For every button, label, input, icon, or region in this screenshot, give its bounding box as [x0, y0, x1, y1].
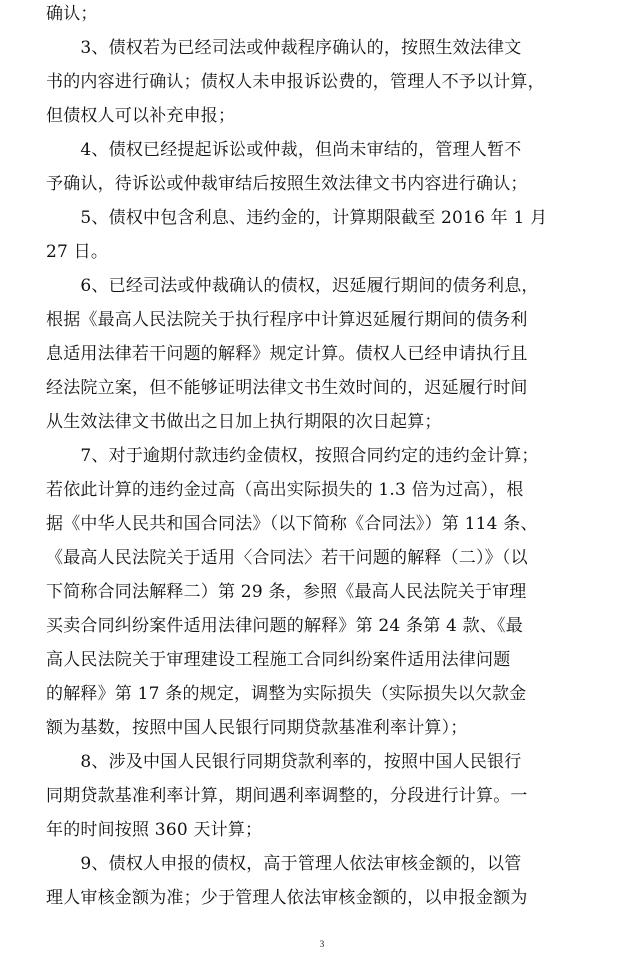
text-line: 据《中华人民共和国合同法》（以下简称《合同法》）第 114 条、 — [46, 514, 538, 534]
text-line: 4、债权已经提起诉讼或仲裁，但尚未审结的，管理人暂不 — [46, 140, 522, 160]
text-line: 的解释》第 17 条的规定，调整为实际损失（实际损失以欠款金 — [46, 684, 527, 704]
page-number: 3 — [319, 939, 325, 949]
text-line: 额为基数，按照中国人民银行同期贷款基准利率计算）； — [46, 718, 468, 738]
text-line: 根据《最高人民法院关于执行程序中计算迟延履行期间的债务利 — [46, 310, 528, 330]
text-line: 6、已经司法或仲裁确认的债权，迟延履行期间的债务利息， — [46, 276, 539, 296]
text-line: 若依此计算的违约金过高（高出实际损失的 1.3 倍为过高），根 — [46, 480, 524, 500]
text-line: 从生效法律文书做出之日加上执行期限的次日起算； — [46, 412, 442, 432]
text-line: 7、对于逾期付款违约金债权，按照合同约定的违约金计算； — [46, 446, 539, 466]
text-line: 9、债权人申报的债权，高于管理人依法审核金额的，以管 — [46, 854, 522, 874]
text-line: 确认； — [46, 4, 98, 24]
text-line: 予确认，待诉讼或仲裁审结后按照生效法律文书内容进行确认； — [46, 174, 528, 194]
text-line: 买卖合同纠纷案件适用法律问题的解释》第 24 条第 4 款、《最 — [46, 616, 523, 636]
text-line: 《最高人民法院关于适用〈合同法〉若干问题的解释（二）》（以 — [46, 548, 528, 568]
text-line: 年的时间按照 360 天计算； — [46, 820, 263, 840]
text-line: 理人审核金额为准；少于管理人依法审核金额的，以申报金额为 — [46, 888, 528, 908]
text-line: 高人民法院关于审理建设工程施工合同纠纷案件适用法律问题 — [46, 650, 511, 670]
text-line: 8、涉及中国人民银行同期贷款利率的，按照中国人民银行 — [46, 752, 522, 772]
text-line: 息适用法律若干问题的解释》规定计算。债权人已经申请执行且 — [46, 344, 528, 364]
text-line: 27 日。 — [46, 242, 109, 262]
text-line: 同期贷款基准利率计算，期间遇利率调整的，分段进行计算。一 — [46, 786, 528, 806]
text-line: 下简称合同法解释二）第 29 条，参照《最高人民法院关于审理 — [46, 582, 527, 602]
text-line: 5、债权中包含利息、违约金的，计算期限截至 2016 年 1 月 — [46, 208, 548, 228]
text-line: 经法院立案，但不能够证明法律文书生效时间的，迟延履行时间 — [46, 378, 528, 398]
text-line: 但债权人可以补充申报； — [46, 106, 236, 126]
text-line: 书的内容进行确认；债权人未申报诉讼费的，管理人不予以计算， — [46, 72, 545, 92]
text-line: 3、债权若为已经司法或仲裁程序确认的，按照生效法律文 — [46, 38, 522, 58]
